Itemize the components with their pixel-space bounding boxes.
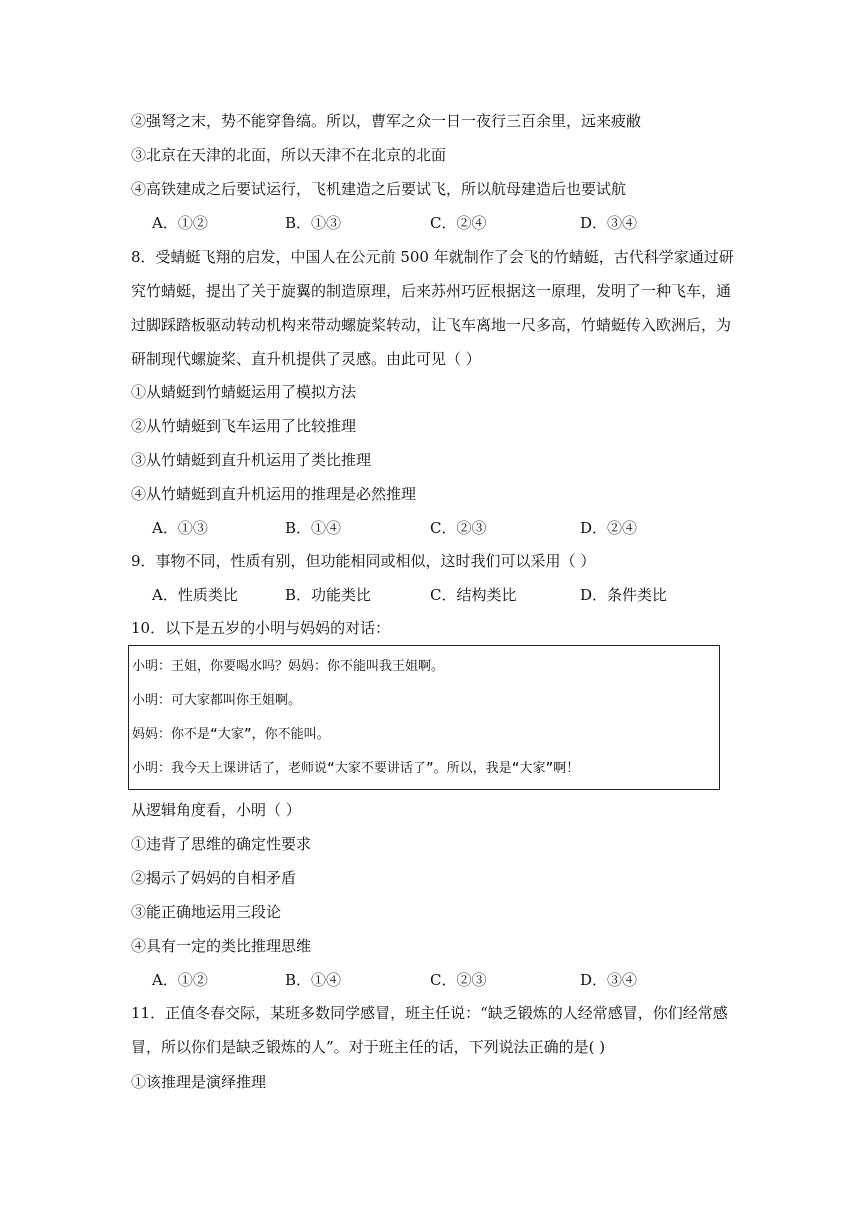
q10-after: 从逻辑角度看，小明（ ） xyxy=(131,801,301,819)
q11-item-1: ①该推理是演绎推理 xyxy=(131,1073,267,1091)
option-a[interactable]: A．①② xyxy=(152,214,208,232)
option-d[interactable]: D．条件类比 xyxy=(580,586,668,604)
q8-item-3: ③从竹蜻蜓到直升机运用了类比推理 xyxy=(131,451,372,469)
option-c[interactable]: C．②③ xyxy=(430,519,487,537)
option-d[interactable]: D．②④ xyxy=(580,519,638,537)
q8-stem xyxy=(131,240,734,376)
option-c[interactable]: C．结构类比 xyxy=(430,586,517,604)
q10-stem: 10．以下是五岁的小明与妈妈的对话： xyxy=(131,619,391,637)
dialog-line: 小明：我今天上课讲话了，老师说“大家不要讲话了”。所以，我是“大家”啊！ xyxy=(132,761,580,776)
q9-options xyxy=(152,585,712,605)
option-b[interactable]: B．①④ xyxy=(285,971,342,989)
option-c[interactable]: C．②③ xyxy=(430,971,487,989)
q8-stem-line: 研制现代螺旋桨、直升机提供了灵感。由此可见（ ） xyxy=(131,350,481,368)
q8-options xyxy=(152,518,712,538)
option-d[interactable]: D．③④ xyxy=(580,214,638,232)
option-d[interactable]: D．③④ xyxy=(580,971,638,989)
q8-stem-line: 8．受蜻蜓飞翔的启发，中国人在公元前 500 年就制作了会飞的竹蜻蜓，古代科学家通过研 xyxy=(131,248,734,266)
q7-item-4: ④高铁建成之后要试运行，飞机建造之后要试飞，所以航母建造后也要试航 xyxy=(131,180,627,198)
q8-stem-line: 究竹蜻蜓，提出了关于旋翼的制造原理，后来苏州巧匠根据这一原理，发明了一种飞车，通 xyxy=(131,282,732,300)
q9-stem: 9．事物不同，性质有别，但功能相同或相似，这时我们可以采用（ ） xyxy=(131,552,596,570)
q10-item-2: ②揭示了妈妈的自相矛盾 xyxy=(131,869,297,887)
q7-options xyxy=(152,213,712,233)
q8-stem-line: 过脚踩踏板驱动转动机构来带动螺旋桨转动，让飞车离地一尺多高，竹蜻蜓传入欧洲后，为 xyxy=(131,316,732,334)
dialog-line: 妈妈：你不是“大家”，你不能叫。 xyxy=(132,727,330,742)
option-a[interactable]: A．①③ xyxy=(152,519,208,537)
q7-item-3: ③北京在天津的北面，所以天津不在北京的北面 xyxy=(131,146,447,164)
option-b[interactable]: B．①④ xyxy=(285,519,342,537)
q10-options xyxy=(152,970,712,990)
option-b[interactable]: B．①③ xyxy=(285,214,342,232)
option-c[interactable]: C．②④ xyxy=(430,214,487,232)
q10-item-1: ①违背了思维的确定性要求 xyxy=(131,835,312,853)
dialog-line: 小明：可大家都叫你王姐啊。 xyxy=(132,693,302,708)
q8-item-4: ④从竹蜻蜓到直升机运用的推理是必然推理 xyxy=(131,485,417,503)
dialog-box xyxy=(128,645,720,790)
q11-stem-line: 冒，所以你们是缺乏锻炼的人”。对于班主任的话，下列说法正确的是( ) xyxy=(131,1038,606,1056)
q11-stem-line: 11．正值冬春交际，某班多数同学感冒，班主任说：“缺乏锻炼的人经常感冒，你们经常感 xyxy=(131,1004,728,1022)
option-b[interactable]: B．功能类比 xyxy=(285,586,372,604)
q10-item-3: ③能正确地运用三段论 xyxy=(131,903,282,921)
dialog-line: 小明：王姐，你要喝水吗？妈妈：你不能叫我王姐啊。 xyxy=(132,659,445,674)
q8-item-1: ①从蜻蜓到竹蜻蜓运用了模拟方法 xyxy=(131,383,357,401)
option-a[interactable]: A．①② xyxy=(152,971,208,989)
q11-stem xyxy=(131,996,731,1064)
option-a[interactable]: A．性质类比 xyxy=(152,586,238,604)
q7-item-2: ②强弩之末，势不能穿鲁缟。所以，曹军之众一日一夜行三百余里，远来疲敝 xyxy=(131,112,642,130)
q10-item-4: ④具有一定的类比推理思维 xyxy=(131,937,312,955)
q8-item-2: ②从竹蜻蜓到飞车运用了比较推理 xyxy=(131,417,357,435)
